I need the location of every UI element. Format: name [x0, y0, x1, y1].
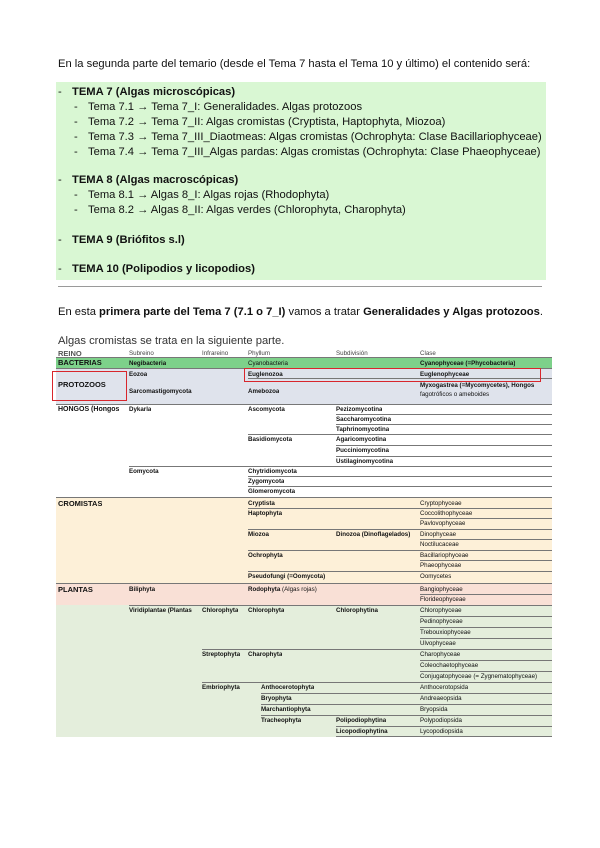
- subreino-dykarla: Dykarla: [129, 406, 152, 413]
- subreino-viridiplantae: Viridiplantae (Plantas: [129, 607, 192, 614]
- clase-pedinophyceae: Pedinophyceae: [420, 618, 463, 625]
- phyllum-bryophyta: Bryophyta: [261, 695, 292, 702]
- phyllum-marchantiophyta: Marchantiophyta: [261, 706, 311, 713]
- phyllum-haptophyta: Haptophyta: [248, 510, 283, 517]
- col-header-subdivision: Subdivisión: [336, 350, 368, 357]
- table-rule: [129, 605, 552, 606]
- clase-myxogastrea: Myxogastrea (=Mycomycetes), Hongos: [420, 382, 535, 389]
- subreino-eomycota: Eomycota: [129, 468, 159, 475]
- phyllum-amebozoa: Amebozoa: [248, 388, 280, 395]
- reino-cromistas: CROMISTAS: [58, 499, 103, 508]
- protozoos-highlight: [52, 371, 127, 401]
- subdivision-polipodiophytina: Polipodiophytina: [336, 717, 387, 724]
- reino-protozoos: PROTOZOOS: [58, 380, 106, 389]
- hongos-band: [56, 404, 552, 497]
- reino-hongos: HONGOS (Hongos: [58, 406, 120, 413]
- subdivision-pucciniomycotina: Pucciniomycotina: [336, 447, 389, 454]
- table-rule: [248, 529, 552, 530]
- subdivision-saccharomycotina: Saccharomycotina: [336, 416, 392, 423]
- topic-8-title: - TEMA 8 (Algas macroscópicas): [58, 174, 239, 186]
- subdivision-taphrinomycotina: Taphrinomycotina: [336, 426, 390, 433]
- phyllum-basidiomycota: Basidiomycota: [248, 436, 293, 443]
- subreino-eozoa: Eozoa: [129, 371, 148, 378]
- paragraph-3: Algas cromistas se trata en la siguiente parte.: [58, 335, 285, 347]
- phyllum-rodophyta: Rodophyta (Algas rojas): [248, 586, 317, 593]
- topic-7-item: - Tema 7.3 → Tema 7_III_Diaotmeas: Algas cromistas (Ochrophyta: Clase Bacillariophyceae): [74, 131, 542, 143]
- table-rule: [261, 715, 552, 716]
- table-rule: [261, 704, 552, 705]
- table-rule: [420, 638, 552, 639]
- clase-phaeophyceae: Phaeophyceae: [420, 562, 462, 569]
- subdivision-ustilaginomycotina: Ustilaginomycotina: [336, 458, 394, 465]
- table-rule: [336, 456, 552, 457]
- clase-charophyceae: Charophyceae: [420, 651, 461, 658]
- table-rule: [261, 693, 552, 694]
- paragraph-2: En esta primera parte del Tema 7 (7.1 o 7_I) vamos a tratar Generalidades y Algas protozoos.: [58, 306, 543, 318]
- col-header-infrareino: Infrareino: [202, 350, 229, 357]
- clase-pavlovophyceae: Pavlovophyceae: [420, 520, 466, 527]
- clase-euglenophyceae: Euglenophyceae: [420, 371, 470, 378]
- table-rule: [336, 736, 552, 737]
- table-rule: [56, 404, 552, 405]
- subdivision-chlorophytina: Chlorophytina: [336, 607, 378, 614]
- reino-bacterias: BACTERIAS: [58, 358, 102, 367]
- phyllum-ascomycota: Ascomycota: [248, 406, 285, 413]
- clase-cryptophyceae: Cryptophyceae: [420, 500, 462, 507]
- intro-paragraph: En la segunda parte del temario (desde el Tema 7 hasta el Tema 10 y último) el contenido será:: [58, 58, 531, 70]
- topic-7-title: - TEMA 7 (Algas microscópicas): [58, 86, 236, 98]
- table-rule: [420, 627, 552, 628]
- phyllum-chlorophyta: Chlorophyta: [248, 607, 285, 614]
- euglenozoa-highlight: [244, 368, 541, 382]
- clase-bryopsida: Bryopsida: [420, 706, 448, 713]
- table-rule: [248, 476, 552, 477]
- table-rule: [336, 445, 552, 446]
- phyllum-tracheophyta: Tracheophyta: [261, 717, 302, 724]
- subdivision-licopodiophytina: Licopodiophytina: [336, 728, 388, 735]
- infrareino-embriophyta: Embriophyta: [202, 684, 240, 691]
- clase-cyanophyceae: Cyanophyceae (=Phycobacteria): [420, 360, 516, 367]
- subdivision-pezizomycotina: Pezizomycotina: [336, 406, 383, 413]
- phyllum-miozoa: Miozoa: [248, 531, 269, 538]
- clase-bangiophyceae: Bangiophyceae: [420, 586, 463, 593]
- table-rule: [420, 616, 552, 617]
- phyllum-glomeromycota: Glomeromycota: [248, 488, 296, 495]
- col-header-subreino: Subreino: [129, 350, 154, 357]
- phyllum-zygomycota: Zygomycota: [248, 478, 285, 485]
- clase-trebouxiophyceae: Trebouxiophyceae: [420, 629, 471, 636]
- reino-plantas: PLANTAS: [58, 585, 93, 594]
- clase-bacillariophyceae: Bacillariophyceae: [420, 552, 469, 559]
- table-rule: [420, 518, 552, 519]
- table-rule: [248, 550, 552, 551]
- clase-oomycetes: Oomycetes: [420, 573, 452, 580]
- topic-7-item: - Tema 7.1 → Tema 7_I: Generalidades. Algas protozoos: [74, 101, 363, 113]
- table-rule: [202, 682, 552, 683]
- clase-lycopodiopsida: Lycopodiopsida: [420, 728, 463, 735]
- table-rule: [336, 414, 552, 415]
- clase-fagotroficos: fagotróficos o ameboides: [420, 391, 490, 398]
- phyllum-euglenozoa: Euglenozoa: [248, 371, 283, 378]
- table-rule: [420, 594, 552, 595]
- subdivision-agaricomycotina: Agaricomycotina: [336, 436, 387, 443]
- table-rule: [202, 649, 552, 650]
- clase-dinophyceae: Dinophyceae: [420, 531, 457, 538]
- phyllum-chytridiomycota: Chytridiomycota: [248, 468, 297, 475]
- clase-anthocerotopsida: Anthocerotopsida: [420, 684, 469, 691]
- table-rule: [420, 560, 552, 561]
- table-rule: [336, 424, 552, 425]
- subdivision-dinozoa: Dinozoa (Dinoflagelados): [336, 531, 411, 538]
- topic-7-item: - Tema 7.4 → Tema 7_III_Algas pardas: Algas cromistas (Ochrophyta: Clase Phaeophyceae): [74, 146, 541, 158]
- clase-conjugatophyceae: Conjugatophyceae (= Zygnematophyceae): [420, 673, 538, 680]
- table-rule: [420, 660, 552, 661]
- col-header-reino: REINO: [58, 349, 82, 358]
- col-header-clase: Clase: [420, 350, 436, 357]
- table-rule: [248, 508, 552, 509]
- table-rule: [56, 497, 552, 498]
- phyllum-anthocerotophyta: Anthocerotophyta: [261, 684, 315, 691]
- col-header-phyllum: Phyllum: [248, 350, 271, 357]
- clase-noctilucaceae: Noctilucaceae: [420, 541, 459, 548]
- phyllum-ochrophyta: Ochrophyta: [248, 552, 283, 559]
- topic-7-item: - Tema 7.2 → Tema 7_II: Algas cromistas (Cryptista, Haptophyta, Miozoa): [74, 116, 446, 128]
- clase-polypodiopsida: Polypodiopsida: [420, 717, 462, 724]
- subreino-negibacteria: Negibacteria: [129, 360, 167, 367]
- topic-8-item: - Tema 8.1 → Algas 8_I: Algas rojas (Rhodophyta): [74, 189, 330, 201]
- topic-8-item: - Tema 8.2 → Algas 8_II: Algas verdes (Chlorophyta, Charophyta): [74, 204, 406, 216]
- clase-florideophyceae: Florideophyceae: [420, 596, 466, 603]
- clase-coccolithophyceae: Coccolithophyceae: [420, 510, 473, 517]
- clase-chlorophyceae: Chlorophyceae: [420, 607, 462, 614]
- phyllum-charophyta: Charophyta: [248, 651, 283, 658]
- phyllum-pseudofungi: Pseudofungi (=Oomycota): [248, 573, 326, 580]
- phyllum-cyanobacteria: Cyanobacteria: [248, 360, 288, 367]
- subreino-sarcomastigomycota: Sarcomastigomycota: [129, 388, 192, 395]
- divider: [58, 286, 542, 287]
- table-rule: [248, 486, 552, 487]
- infrareino-chlorophyta: Chlorophyta: [202, 607, 239, 614]
- table-rule: [56, 357, 552, 358]
- topic-9-title: - TEMA 9 (Briófitos s.l): [58, 234, 185, 246]
- table-rule: [336, 726, 552, 727]
- clase-ulvophyceae: Ulvophyceae: [420, 640, 456, 647]
- topic-10-title: - TEMA 10 (Polipodios y licopodios): [58, 263, 255, 275]
- classification-table: [56, 349, 552, 737]
- clase-andreaeopsida: Andreaeopsida: [420, 695, 462, 702]
- table-rule: [420, 671, 552, 672]
- table-rule: [248, 571, 552, 572]
- table-rule: [56, 583, 552, 584]
- infrareino-streptophyta: Streptophyta: [202, 651, 241, 658]
- subreino-biliphyta: Biliphyta: [129, 586, 156, 593]
- clase-coleochaetophyceae: Coleochaetophyceae: [420, 662, 479, 669]
- table-rule: [129, 466, 552, 467]
- table-rule: [248, 434, 552, 435]
- table-rule: [420, 539, 552, 540]
- phyllum-cryptista: Cryptista: [248, 500, 275, 507]
